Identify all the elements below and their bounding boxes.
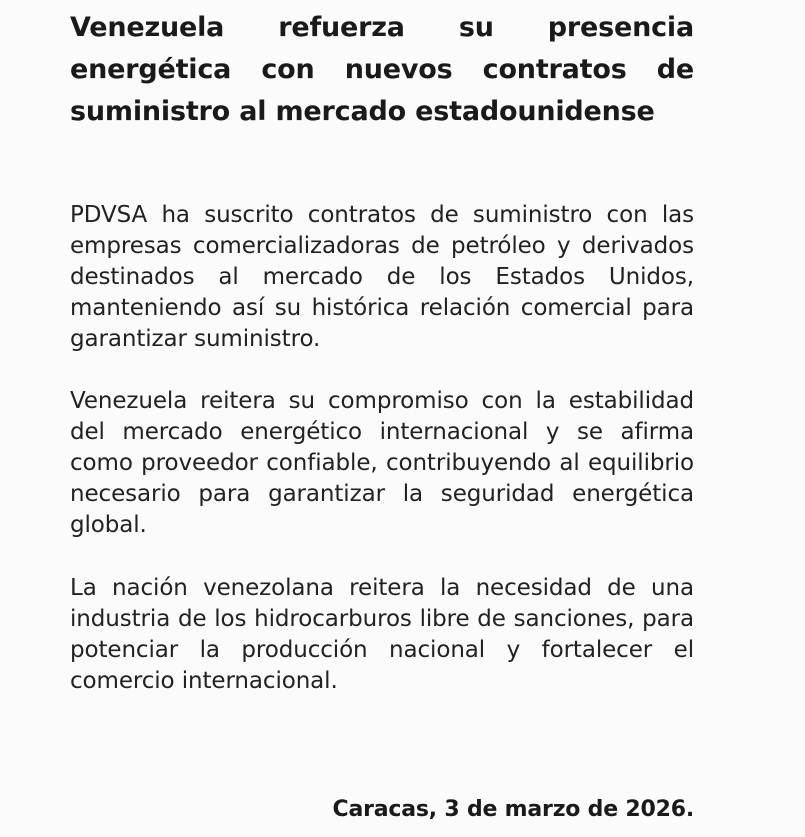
paragraph-supply-contracts: PDVSA ha suscrito contratos de suministro con las empresas comercializadoras de petróleo y derivados destinados al mercado de los Estados Unidos, manteniendo así su histórica relación comercial para garantizar suministro. bbox=[70, 202, 694, 352]
paragraph-sanctions: La nación venezolana reitera la necesidad de una industria de los hidrocarburos libre de sanciones, para potenciar la producción nacional y fortalecer el comercio internacional. bbox=[70, 575, 694, 694]
headline: Venezuela refuerza su presencia energética con nuevos contratos de suministro al mercado estadounidense bbox=[70, 12, 694, 127]
press-release bbox=[70, 0, 694, 837]
dateline: Caracas, 3 de marzo de 2026. bbox=[332, 797, 694, 822]
paragraph-market-stability: Venezuela reitera su compromiso con la estabilidad del mercado energético internacional y se afirma como proveedor confiable, contribuyendo al equilibrio necesario para garantizar la seguridad energética global. bbox=[70, 388, 694, 538]
